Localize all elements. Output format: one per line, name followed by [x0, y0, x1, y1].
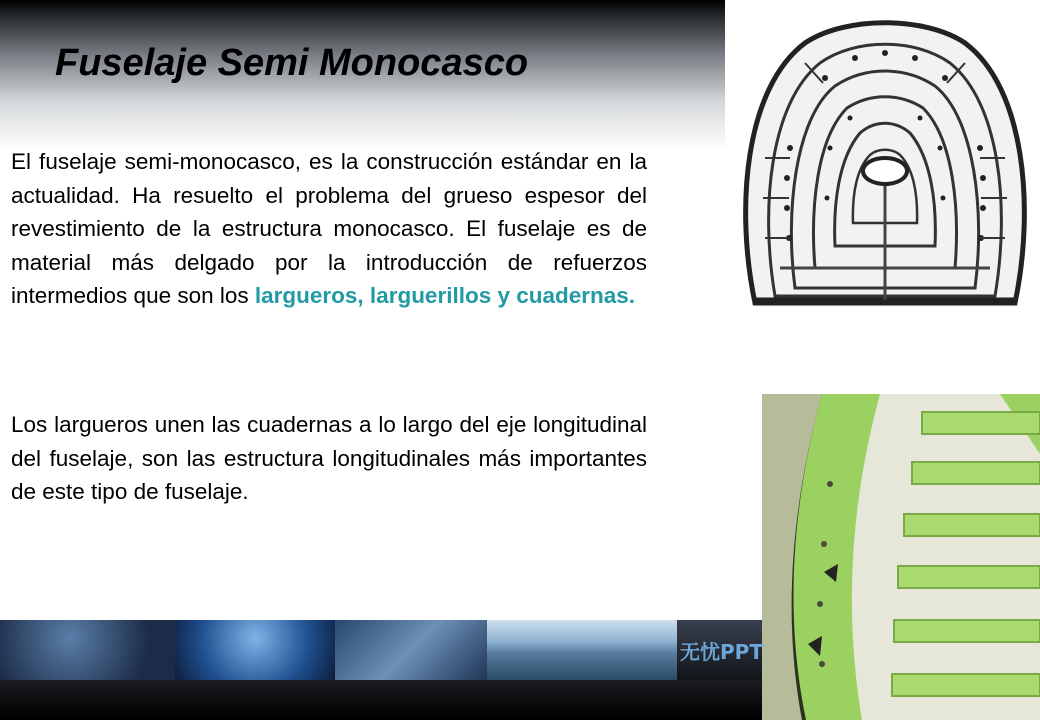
paragraph-largueros: Los largueros unen las cuadernas a lo largo del eje longitudinal del fuselaje, son las estructura longitudinales más importantes de este tipo de fuselaje.	[11, 412, 647, 504]
footer-compass-image	[0, 620, 175, 680]
paragraph-1-text: El fuselaje semi-monocasco, es la construcción estándar en la actualidad. Ha resuelto el problema del grueso espesor del revestimiento de la estructura monocasco. El fuselaje es de material más delgado por la introducción de refuerzos intermedios que son los	[11, 149, 647, 308]
highlighted-terms: largueros, larguerillos y cuadernas.	[254, 283, 636, 308]
paragraph-semi-monocoque	[11, 145, 647, 313]
footer-landscape-image	[487, 620, 677, 680]
fuselage-frames-photo	[762, 394, 1040, 720]
footer-tech-image	[335, 620, 487, 680]
footer-earth-image	[175, 620, 335, 680]
watermark-logo: 无忧PPT	[680, 640, 763, 664]
footer-band	[0, 680, 762, 720]
fuselage-cross-section-diagram	[735, 8, 1032, 350]
slide-title: Fuselaje Semi Monocasco	[55, 42, 529, 84]
